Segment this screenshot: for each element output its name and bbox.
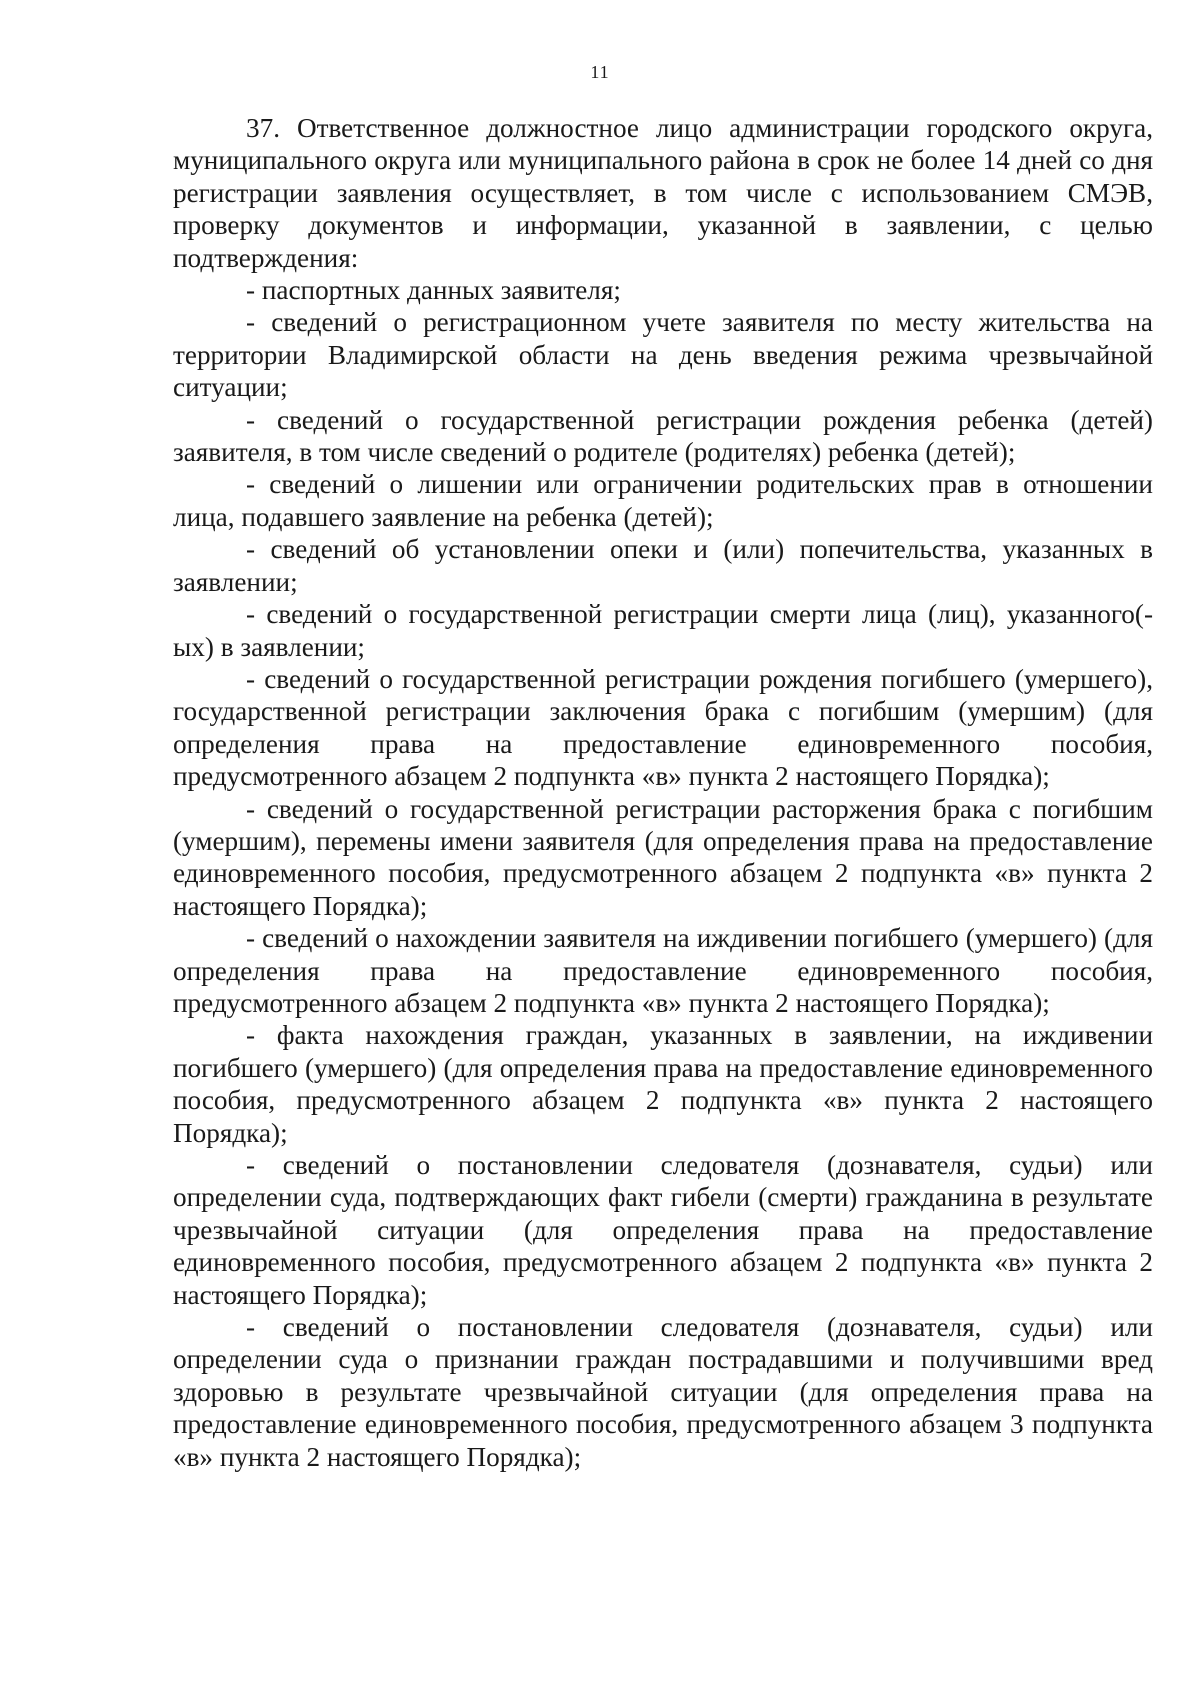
list-item-victim-ruling: - сведений о постановлении следователя (дознавателя, судьи) или определении суда о признании граждан пострадавшими и получившими вред здоровью в результате чрезвычайной ситуации (для определения права на предоставление единовременного пособия, предусмотренного абзацем 3 подпункта «в» пункта 2 настоящего Порядка); <box>173 1312 1153 1472</box>
list-item-divorce-name-change: - сведений о государственной регистрации расторжения брака с погибшим (умершим), перемены имени заявителя (для определения права на предоставление единовременного пособия, предусмотренного абзацем 2 подпункта «в» пункта 2 настоящего Порядка); <box>173 793 1153 921</box>
page-number: 11 <box>590 62 610 82</box>
list-item-passport-data: - паспортных данных заявителя; <box>246 275 621 306</box>
list-item-guardianship: - сведений об установлении опеки и (или) попечительства, указанных в заявлении; <box>173 534 1153 597</box>
list-item-death-fact-ruling: - сведений о постановлении следователя (дознавателя, судьи) или определении суда, подтверждающих факт гибели (смерти) гражданина в результате чрезвычайной ситуации (для определения права на предоставление единовременного пособия, предусмотренного абзацем 2 подпункта «в» пункта 2 настоящего Порядка); <box>173 1150 1153 1310</box>
list-item-registration-record: - сведений о регистрационном учете заявителя по месту жительства на территории Владимирской области на день введения режима чрезвычайной ситуации; <box>173 307 1153 403</box>
list-item-citizens-dependency: - факта нахождения граждан, указанных в заявлении, на иждивении погибшего (умершего) (для определения права на предоставление единовременного пособия, предусмотренного абзацем 2 подпункта «в» пункта 2 настоящего Порядка); <box>173 1020 1153 1148</box>
paragraph-37-intro: 37. Ответственное должностное лицо администрации городского округа, муниципального округа или муниципального района в срок не более 14 дней со дня регистрации заявления осуществляет, в том числе с использованием СМЭВ, проверку документов и информации, указанной в заявлении, с целью подтверждения: <box>173 113 1153 273</box>
list-item-birth-marriage-registration: - сведений о государственной регистрации рождения погибшего (умершего), государственной регистрации заключения брака с погибшим (умершим) (для определения права на предоставление единовременного пособия, предусмотренного абзацем 2 подпункта «в» пункта 2 настоящего Порядка); <box>173 663 1153 792</box>
list-item-applicant-dependency: - сведений о нахождении заявителя на иждивении погибшего (умершего) (для определения права на предоставление единовременного пособия, предусмотренного абзацем 2 подпункта «в» пункта 2 настоящего Порядка); <box>173 923 1153 1018</box>
list-item-death-registration: - сведений о государственной регистрации смерти лица (лиц), указанного(-ых) в заявлении; <box>173 599 1153 662</box>
document-body <box>173 112 1153 1473</box>
list-item-parental-rights: - сведений о лишении или ограничении родительских прав в отношении лица, подавшего заявление на ребенка (детей); <box>173 469 1153 532</box>
list-item-child-birth-registration: - сведений о государственной регистрации рождения ребенка (детей) заявителя, в том числе сведений о родителе (родителях) ребенка (детей); <box>173 404 1153 468</box>
